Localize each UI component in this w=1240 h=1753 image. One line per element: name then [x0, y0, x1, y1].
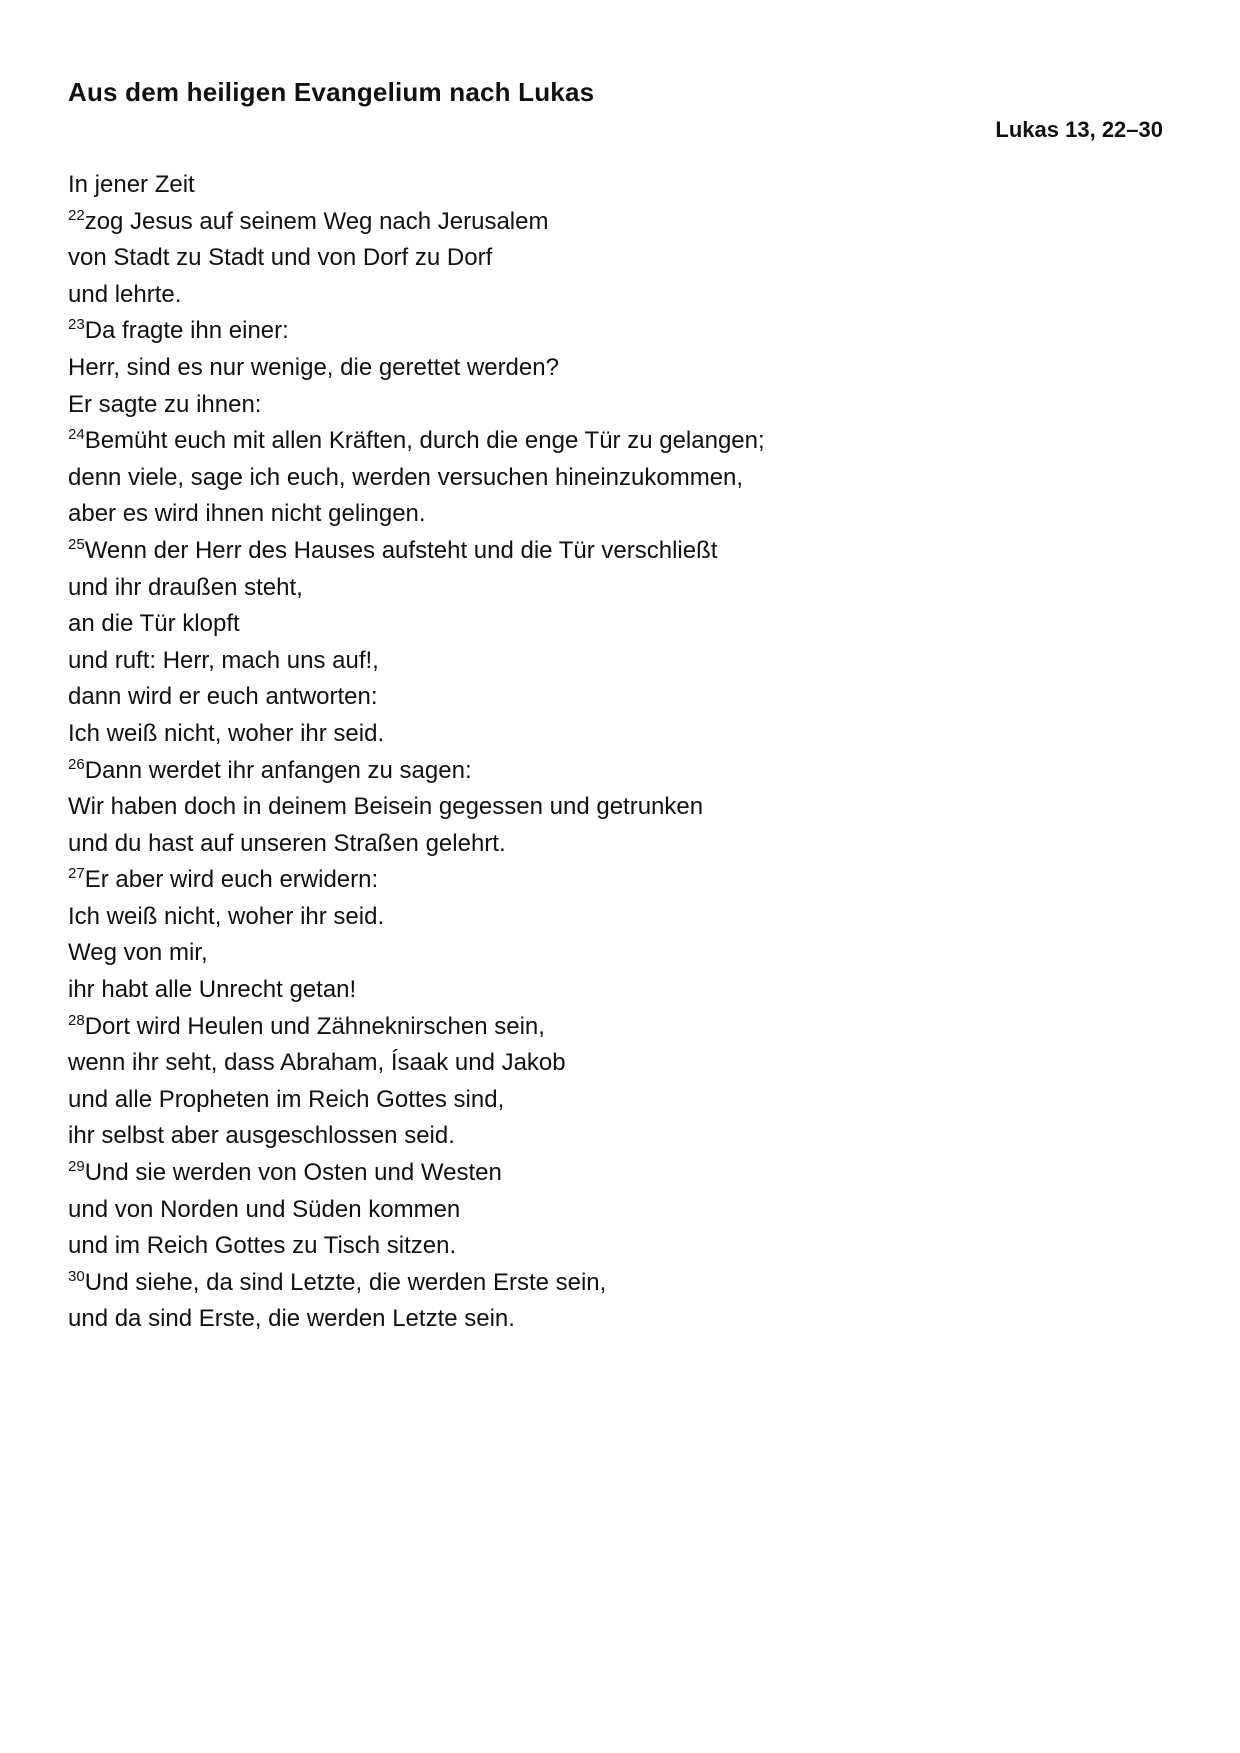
line-text: Dort wird Heulen und Zähneknirschen sein, — [84, 1012, 545, 1040]
line-text: aber es wird ihnen nicht gelingen. — [68, 500, 426, 528]
gospel-line — [68, 643, 1163, 680]
gospel-line — [68, 1082, 1163, 1119]
gospel-line — [68, 1228, 1163, 1265]
gospel-line — [68, 935, 1163, 972]
line-text: ihr selbst aber ausgeschlossen seid. — [68, 1122, 455, 1150]
gospel-line — [68, 1155, 1163, 1192]
line-text: und ihr draußen steht, — [68, 573, 303, 601]
line-text: Und siehe, da sind Letzte, die werden Erste sein, — [84, 1268, 607, 1296]
gospel-line — [68, 716, 1163, 753]
gospel-line — [68, 789, 1163, 826]
gospel-line — [68, 423, 1163, 460]
gospel-line — [68, 387, 1163, 424]
line-text: dann wird er euch antworten: — [68, 683, 378, 711]
gospel-line — [68, 1301, 1163, 1338]
verse-number: 24 — [68, 426, 85, 444]
gospel-line — [68, 1192, 1163, 1229]
gospel-line — [68, 1045, 1163, 1082]
line-text: Ich weiß nicht, woher ihr seid. — [68, 719, 385, 747]
gospel-line — [68, 679, 1163, 716]
line-text: und du hast auf unseren Straßen gelehrt. — [68, 829, 506, 857]
gospel-line — [68, 167, 1163, 204]
gospel-line — [68, 533, 1163, 570]
line-text: und da sind Erste, die werden Letzte sein. — [68, 1305, 515, 1333]
line-text: Er aber wird euch erwidern: — [84, 866, 379, 894]
gospel-line — [68, 1265, 1163, 1302]
line-text: Er sagte zu ihnen: — [68, 390, 262, 418]
line-text: Wir haben doch in deinem Beisein gegessen und getrunken — [68, 793, 704, 821]
gospel-line — [68, 1118, 1163, 1155]
gospel-line — [68, 862, 1163, 899]
line-text: In jener Zeit — [68, 171, 195, 198]
line-text: Wenn der Herr des Hauses aufsteht und die Tür verschließt — [84, 536, 718, 564]
verse-number: 26 — [68, 755, 85, 773]
gospel-line — [68, 313, 1163, 350]
line-text: Da fragte ihn einer: — [84, 317, 289, 345]
line-text: Und sie werden von Osten und Westen — [84, 1159, 502, 1187]
line-text: an die Tür klopft — [68, 610, 240, 638]
verse-number: 28 — [68, 1011, 85, 1029]
page-title: Aus dem heiligen Evangelium nach Lukas — [68, 77, 595, 107]
gospel-line — [68, 1009, 1163, 1046]
line-text: Dann werdet ihr anfangen zu sagen: — [84, 756, 472, 784]
line-text: Bemüht euch mit allen Kräften, durch die enge Tür zu gelangen; — [84, 427, 765, 455]
line-text: und alle Propheten im Reich Gottes sind, — [68, 1085, 505, 1113]
line-text: zog Jesus auf seinem Weg nach Jerusalem — [84, 207, 549, 235]
gospel-line — [68, 204, 1163, 241]
line-text: wenn ihr seht, dass Abraham, Ísaak und Jakob — [68, 1049, 566, 1077]
verse-number: 23 — [68, 316, 85, 334]
line-text: und im Reich Gottes zu Tisch sitzen. — [68, 1232, 457, 1260]
gospel-line — [68, 899, 1163, 936]
gospel-line — [68, 753, 1163, 790]
gospel-line — [68, 277, 1163, 314]
gospel-line — [68, 460, 1163, 497]
line-text: Herr, sind es nur wenige, die gerettet werden? — [68, 353, 559, 381]
gospel-line — [68, 350, 1163, 387]
gospel-line — [68, 972, 1163, 1009]
gospel-line — [68, 826, 1163, 863]
line-text: denn viele, sage ich euch, werden versuchen hineinzukommen, — [68, 463, 744, 491]
line-text: und ruft: Herr, mach uns auf!, — [68, 646, 379, 674]
verse-number: 25 — [68, 535, 85, 553]
gospel-line — [68, 570, 1163, 607]
line-text: und von Norden und Süden kommen — [68, 1195, 461, 1223]
line-text: ihr habt alle Unrecht getan! — [68, 976, 357, 1004]
scripture-reference: Lukas 13, 22–30 — [995, 117, 1163, 142]
line-text: von Stadt zu Stadt und von Dorf zu Dorf — [68, 244, 493, 272]
verse-number: 29 — [68, 1158, 85, 1176]
gospel-text — [68, 167, 1163, 1338]
line-text: Ich weiß nicht, woher ihr seid. — [68, 902, 385, 930]
gospel-line — [68, 496, 1163, 533]
line-text: Weg von mir, — [68, 939, 208, 967]
line-text: und lehrte. — [68, 280, 182, 308]
verse-number: 27 — [68, 865, 85, 883]
verse-number: 30 — [68, 1267, 85, 1285]
gospel-line — [68, 240, 1163, 277]
verse-number: 22 — [68, 206, 85, 224]
gospel-line — [68, 606, 1163, 643]
